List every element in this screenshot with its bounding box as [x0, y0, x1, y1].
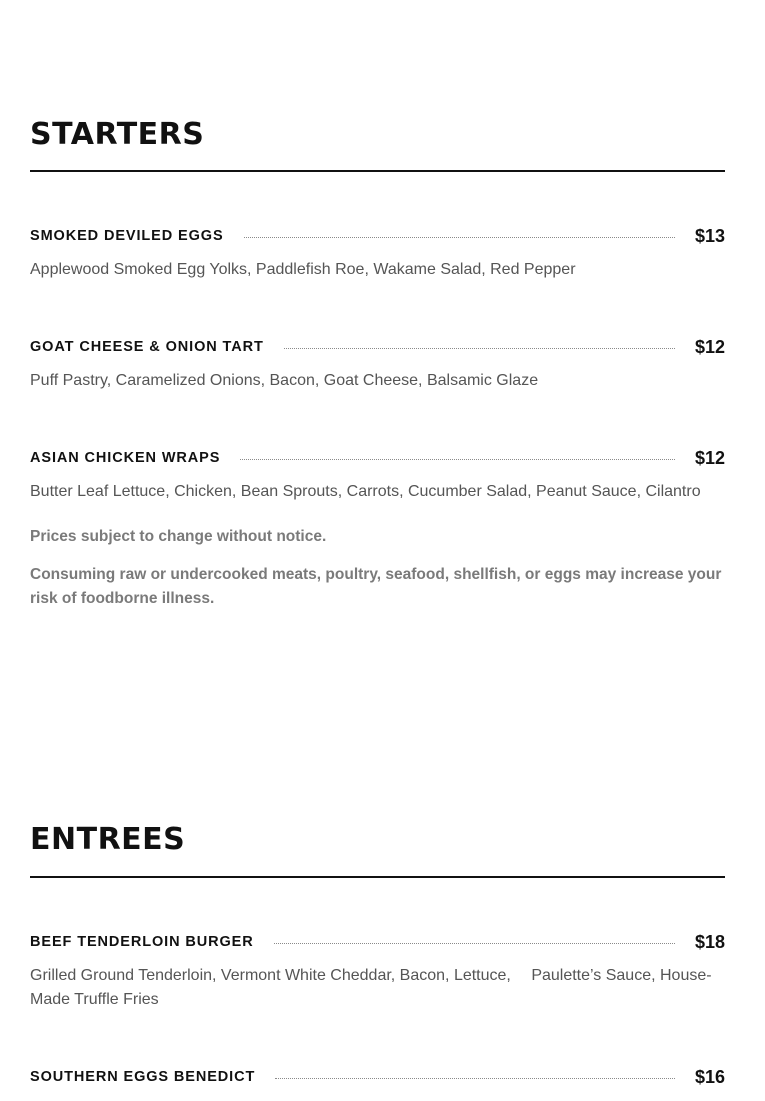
dotted-leader — [274, 943, 675, 944]
menu-item-description: Applewood Smoked Egg Yolks, Paddlefish Roe, Wakame Salad, Red Pepper — [30, 261, 576, 278]
menu-item-header — [30, 446, 725, 470]
dotted-leader — [284, 348, 675, 349]
price-notice: Prices subject to change without notice. — [30, 528, 327, 545]
menu-item — [30, 224, 725, 282]
menu-item — [30, 335, 725, 393]
section-divider — [30, 876, 725, 878]
menu-item-price: $12 — [694, 336, 725, 357]
menu-item-price: $12 — [694, 447, 725, 468]
menu-item-header — [30, 1065, 725, 1089]
menu-item-name: ASIAN CHICKEN WRAPS — [30, 450, 221, 466]
menu-item-name: SMOKED DEVILED EGGS — [30, 228, 224, 244]
menu-item-header — [30, 335, 725, 359]
menu-item-price: $13 — [694, 225, 725, 246]
menu-item-name: BEEF TENDERLOIN BURGER — [30, 934, 254, 950]
menu-item-header — [30, 224, 725, 248]
section-title-starters: STARTERS — [30, 117, 205, 152]
menu-item-price: $16 — [694, 1066, 725, 1087]
menu-item-header — [30, 930, 725, 954]
menu-item-name: SOUTHERN EGGS BENEDICT — [30, 1069, 256, 1085]
menu-item — [30, 446, 725, 504]
menu-item — [30, 930, 725, 1012]
menu-item-name: GOAT CHEESE & ONION TART — [30, 339, 264, 355]
dotted-leader — [240, 459, 675, 460]
section-title-entrees: ENTREES — [30, 822, 186, 857]
menu-item-description: Butter Leaf Lettuce, Chicken, Bean Sprouts, Carrots, Cucumber Salad, Peanut Sauce, Cilantro — [30, 483, 701, 500]
dotted-leader — [275, 1078, 675, 1079]
menu-item-price: $18 — [694, 931, 725, 952]
menu-item-description: Grilled Ground Tenderloin, Vermont White Cheddar, Bacon, Lettuce, Paulette’s Sauce, House-Made Truffle Fries — [30, 967, 712, 1008]
dotted-leader — [244, 237, 675, 238]
menu-item — [30, 1065, 725, 1089]
health-warning: Consuming raw or undercooked meats, poultry, seafood, shellfish, or eggs may increase your risk of foodborne illness. — [30, 566, 722, 607]
section-divider — [30, 170, 725, 172]
menu-item-description: Puff Pastry, Caramelized Onions, Bacon, Goat Cheese, Balsamic Glaze — [30, 372, 539, 389]
